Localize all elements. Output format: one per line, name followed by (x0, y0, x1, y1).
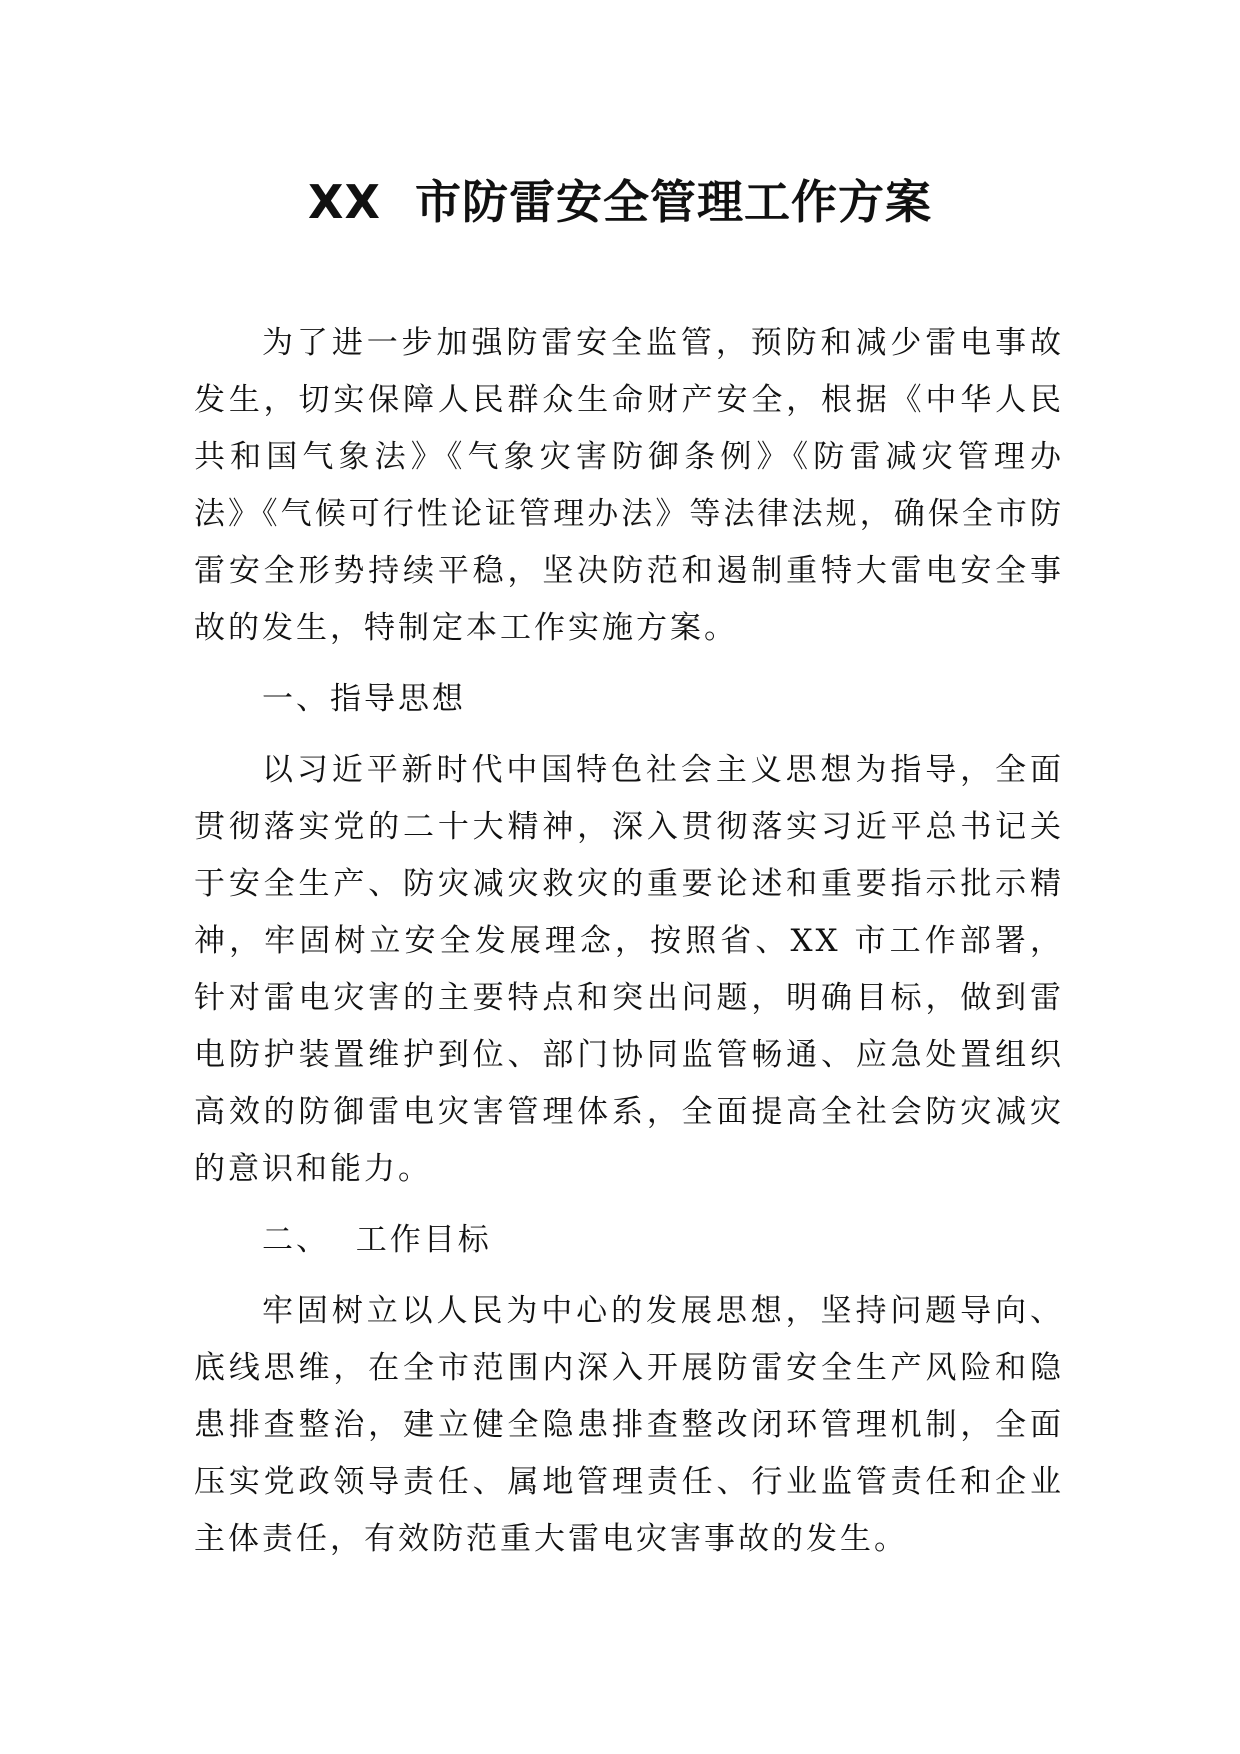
section-heading-guiding-ideology: 一、指导思想 (262, 681, 466, 717)
paragraph-gap (194, 732, 1064, 742)
section-text-work-goals: 牢固树立以人民为中心的发展思想，坚持问题导向、底线思维，在全市范围内深入开展防雷安全生产风险和隐患排查整治，建立健全隐患排查整改闭环管理机制，全面压实党政领导责任、属地管理责任、行业监管责任和企业主体责任，有效防范重大雷电灾害事故的发生。 (194, 1293, 1064, 1557)
paragraph-gap (194, 1273, 1064, 1283)
section-heading-work-goals: 二、 工作目标 (262, 1222, 492, 1258)
document-title: XX 市防雷安全管理工作方案 (308, 175, 932, 229)
paragraph-gap (194, 1198, 1064, 1208)
intro-paragraph: 为了进一步加强防雷安全监管，预防和减少雷电事故发生，切实保障人民群众生命财产安全，根据《中华人民共和国气象法》《气象灾害防御条例》《防雷减灾管理办法》《气候可行性论证管理办法》等法律法规，确保全市防雷安全形势持续平稳，坚决防范和遏制重特大雷电安全事故的发生，特制定本工作实施方案。 (194, 325, 1064, 646)
paragraph-gap (194, 657, 1064, 667)
document-body (194, 315, 1064, 1568)
section-text-guiding-ideology: 以习近平新时代中国特色社会主义思想为指导，全面贯彻落实党的二十大精神，深入贯彻落实习近平总书记关于安全生产、防灾减灾救灾的重要论述和重要指示批示精神，牢固树立安全发展理念，按照省、XX 市工作部署，针对雷电灾害的主要特点和突出问题，明确目标，做到雷电防护装置维护到位、部门协同监管畅通、应急处置组织高效的防御雷电灾害管理体系，全面提高全社会防灾减灾的意识和能力。 (194, 752, 1064, 1187)
